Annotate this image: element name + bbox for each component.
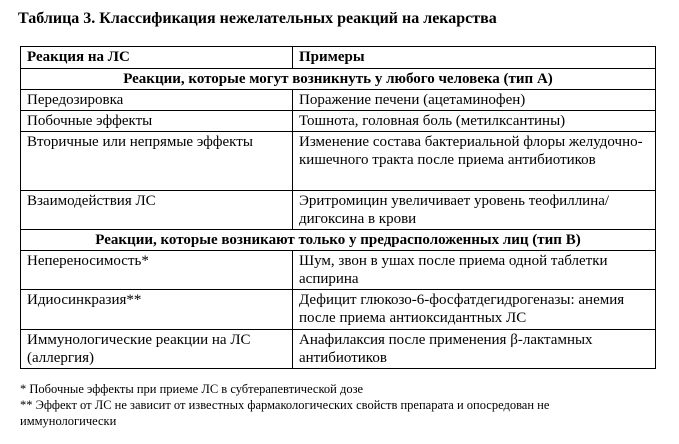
- example-cell: Поражение печени (ацетаминофен): [293, 90, 656, 111]
- reaction-cell: Передозировка: [21, 90, 293, 111]
- section-row: [21, 69, 656, 90]
- reaction-cell: Побочные эффекты: [21, 111, 293, 132]
- table-row: [21, 251, 656, 290]
- table-row: [21, 111, 656, 132]
- reaction-cell: Идиосинкразия**: [21, 290, 293, 330]
- reaction-cell: Непереносимость*: [21, 251, 293, 290]
- footnote-2-continued: иммунологически: [20, 414, 117, 428]
- table-row: [21, 330, 656, 369]
- reaction-cell: Вторичные или непрямые эффекты: [21, 132, 293, 191]
- classification-table: [20, 46, 656, 369]
- example-cell: Эритромицин увеличивает уровень теофиллина/дигоксина в крови: [293, 191, 656, 230]
- header-reaction: Реакция на ЛС: [21, 47, 293, 69]
- table-row: [21, 132, 656, 191]
- reaction-cell: Взаимодействия ЛС: [21, 191, 293, 230]
- table-row: [21, 90, 656, 111]
- section-heading-type-b: Реакции, которые возникают только у предрасположенных лиц (тип В): [21, 230, 656, 251]
- example-cell: Изменение состава бактериальной флоры желудочно-кишечного тракта после приема антибиотиков: [293, 132, 656, 191]
- example-cell: Дефицит глюкозо-6-фосфатдегидрогеназы: анемия после приема антиоксидантных ЛС: [293, 290, 656, 330]
- header-examples: Примеры: [293, 47, 656, 69]
- footnotes: [20, 381, 670, 429]
- example-cell: Анафилаксия после применения β-лактамных антибиотиков: [293, 330, 656, 369]
- footnote-2: ** Эффект от ЛС не зависит от известных фармакологических свойств препарата и опосредован не: [20, 398, 550, 412]
- section-heading-type-a: Реакции, которые могут возникнуть у любого человека (тип А): [21, 69, 656, 90]
- example-cell: Тошнота, головная боль (метилксантины): [293, 111, 656, 132]
- table-row: [21, 290, 656, 330]
- header-row: [21, 47, 656, 69]
- footnote-1: * Побочные эффекты при приеме ЛС в субтерапевтической дозе: [20, 382, 364, 396]
- reaction-cell: Иммунологические реакции на ЛС (аллергия): [21, 330, 293, 369]
- table-row: [21, 191, 656, 230]
- table-title: Таблица 3. Классификация нежелательных реакций на лекарства: [18, 10, 497, 27]
- section-row: [21, 230, 656, 251]
- example-cell: Шум, звон в ушах после приема одной таблетки аспирина: [293, 251, 656, 290]
